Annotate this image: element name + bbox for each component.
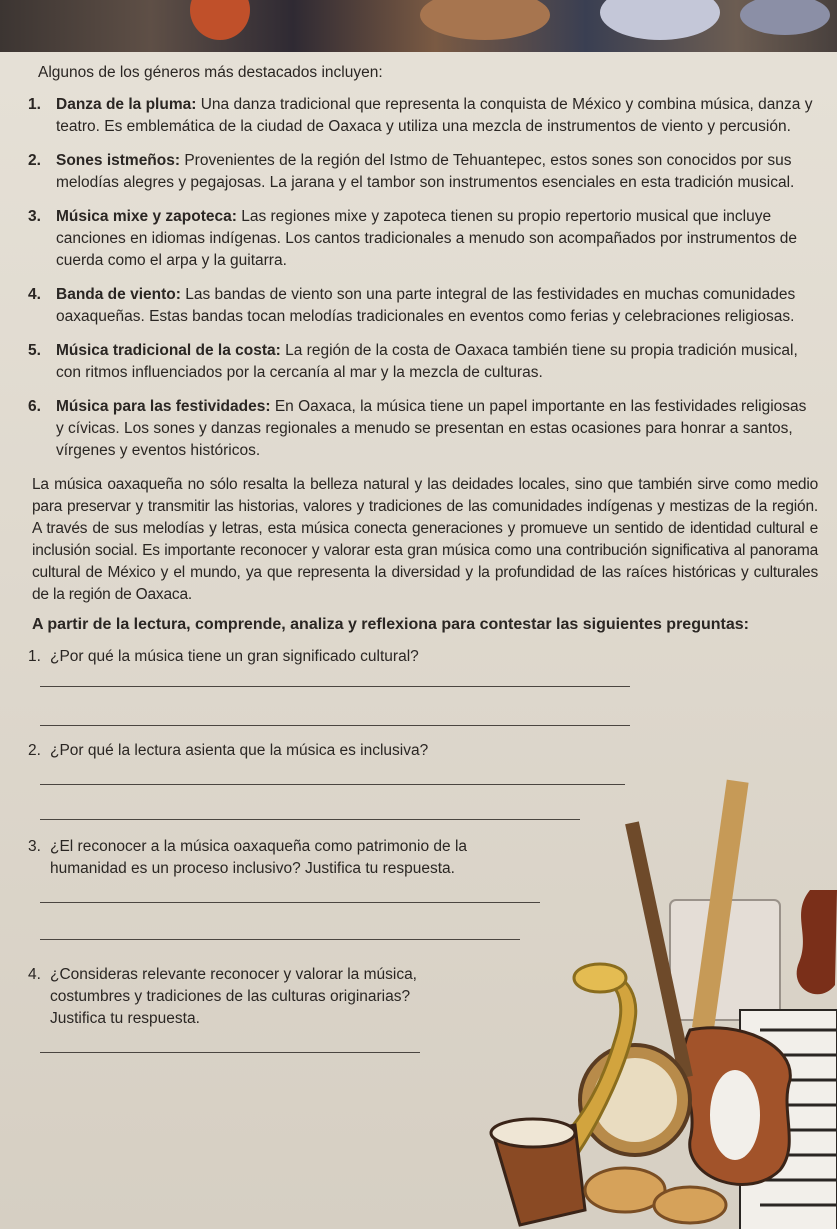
question-text: ¿Por qué la lectura asienta que la música es inclusiva? xyxy=(50,742,429,759)
answer-line[interactable] xyxy=(40,1052,420,1053)
genre-description: En Oaxaca, la música tiene un papel importante en las festividades religiosas y cívicas. Los sones y danzas regionales a menudo se presentan en estas ocasiones para honrar a santos, vírgenes y eventos históricos. xyxy=(56,398,807,459)
genre-description: Las bandas de viento son una parte integral de las festividades en muchas comunidades oaxaqueñas. Estas bandas tocan melodías tradicionales en eventos como ferias y celebraciones religiosas. xyxy=(56,286,796,325)
genre-title: Danza de la pluma: xyxy=(56,96,197,113)
genre-description: Provenientes de la región del Istmo de Tehuantepec, estos sones son conocidos por sus melodías alegres y pegajosas. La jarana y el tambor son instrumentos esenciales en esta tradición musical. xyxy=(56,152,795,191)
question-number: 4. xyxy=(28,966,41,983)
genre-number: 1. xyxy=(28,96,41,113)
maraca-illustration xyxy=(654,1187,726,1223)
banner-figure-left xyxy=(190,0,250,40)
closing-paragraph: La música oaxaqueña no sólo resalta la belleza natural y las deidades locales, sino que también sirve como medio para preservar y transmitir las historias, valores y tradiciones de las comunidades indígenas y mestizas de la región. A través de sus melodías y letras, esta música conecta generaciones y promueve un sentido de identidad cultural e inclusión social. Es importante reconocer y valorar esta gran música como una contribución significativa al panorama cultural de México y el mundo, ya que representa la diversidad y la profundidad de las raíces históricas y culturales de la región de Oaxaca. xyxy=(32,476,818,603)
top-illustration-banner xyxy=(0,0,837,52)
genre-number: 6. xyxy=(28,398,41,415)
intro-text: Algunos de los géneros más destacados incluyen: xyxy=(38,64,383,81)
genre-description: La región de la costa de Oaxaca también tiene su propia tradición musical, con ritmos influenciados por la cercanía al mar y la mezcla de culturas. xyxy=(56,342,798,381)
genre-title: Música tradicional de la costa: xyxy=(56,342,281,359)
genre-title: Banda de viento: xyxy=(56,286,181,303)
genre-item xyxy=(28,396,818,462)
instructions-heading: A partir de la lectura, comprende, analiza y reflexiona para contestar las siguientes preguntas: xyxy=(32,616,749,633)
drum-head-illustration xyxy=(491,1119,575,1147)
genre-description: Las regiones mixe y zapoteca tienen su propio repertorio musical que incluye canciones en idiomas indígenas. Los cantos tradicionales a menudo son acompañados por instrumentos de cuerda como el arpa y la guitarra. xyxy=(56,208,798,269)
question-number: 2. xyxy=(28,742,41,759)
genre-title: Música para las festividades: xyxy=(56,398,271,415)
genre-item xyxy=(28,94,818,138)
banner-figure-far-right xyxy=(740,0,830,35)
answer-line[interactable] xyxy=(40,725,630,726)
musical-instruments-illustration xyxy=(440,740,837,1229)
banner-figure-right xyxy=(600,0,720,40)
genre-number: 3. xyxy=(28,208,41,225)
question-item xyxy=(28,646,490,668)
genre-item xyxy=(28,150,818,194)
guitar-pickguard-illustration xyxy=(710,1070,760,1160)
question-number: 3. xyxy=(28,838,41,855)
genre-title: Música mixe y zapoteca: xyxy=(56,208,237,225)
answer-line[interactable] xyxy=(40,686,630,687)
saxophone-bell-illustration xyxy=(574,964,626,992)
genre-number: 2. xyxy=(28,152,41,169)
question-item xyxy=(28,740,490,762)
genre-number: 5. xyxy=(28,342,41,359)
genre-item xyxy=(28,206,818,272)
genre-item xyxy=(28,340,818,384)
banner-figure-center xyxy=(420,0,550,40)
question-text: ¿Consideras relevante reconocer y valorar la música, costumbres y tradiciones de las culturas originarias? Justifica tu respuesta. xyxy=(50,966,417,1027)
genre-number: 4. xyxy=(28,286,41,303)
genre-description: Una danza tradicional que representa la conquista de México y combina música, danza y teatro. Es emblemática de la ciudad de Oaxaca y utiliza una mezcla de instrumentos de viento y percusión. xyxy=(56,96,813,135)
question-text: ¿El reconocer a la música oaxaqueña como patrimonio de la humanidad es un proceso inclusivo? Justifica tu respuesta. xyxy=(50,838,468,877)
question-item xyxy=(28,836,490,880)
question-number: 1. xyxy=(28,648,41,665)
violin-illustration xyxy=(797,890,837,994)
genre-title: Sones istmeños: xyxy=(56,152,181,169)
question-item xyxy=(28,964,450,1030)
genre-item xyxy=(28,284,818,328)
genre-list xyxy=(28,94,818,462)
question-text: ¿Por qué la música tiene un gran significado cultural? xyxy=(50,648,419,665)
